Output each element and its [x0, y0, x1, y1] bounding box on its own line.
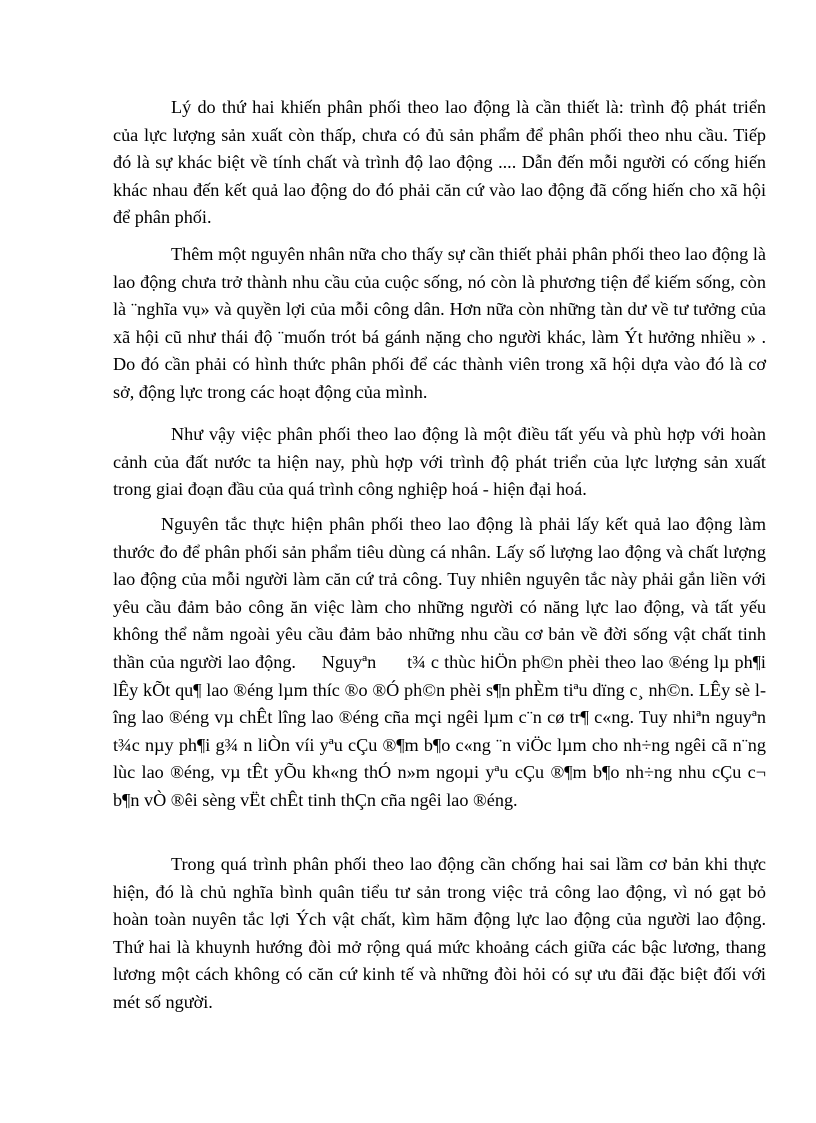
paragraph-principle — [113, 511, 771, 815]
paragraph-text: Trong quá trình phân phối theo lao động cần chống hai sai lầm cơ bản khi thực hiện, đó là chủ nghĩa bình quân tiểu tư sản trong việc trả công lao động, vì nó gạt bỏ hoàn toàn nuyên tắc lợi Ých vật chất, kìm hãm động lực lao động của người lao động. Thứ hai là khuynh hướng đòi mở rộng quá mức khoảng cách giữa các bậc lương, thang lương một cách không có căn cứ kinh tế và những đòi hỏi có sự ưu đãi đặc biệt đối với mét số người. — [113, 854, 771, 1012]
paragraph-text: Như vậy việc phân phối theo lao động là một điều tất yếu và phù hợp với hoàn cảnh của đất nước ta hiện nay, phù hợp với trình độ phát triển của lực lượng sản xuất trong giai đoạn đầu của quá trình công nghiệp hoá - hiện đại hoá. — [113, 424, 771, 500]
paragraph-text: Thêm một nguyên nhân nữa cho thấy sự cần thiết phải phân phối theo lao động là lao động chưa trở thành nhu cầu của cuộc sống, nó còn là phương tiện để kiếm sống, còn là ¨nghĩa vụ» và quyền lợi của mỗi công dân. Hơn nữa còn những tàn dư về tư tưởng của xã hội cũ như thái độ ¨muốn trót bá gánh nặng cho người khác, làm Ýt hưởng nhiều » . Do đó cần phải có hình thức phân phối để các thành viên trong xã hội dựa vào đó là cơ sở, động lực trong các hoạt động của mình. — [113, 244, 771, 402]
paragraph-text: Nguyên tắc thực hiện phân phối theo lao động là phải lấy kết quả lao động làm thước đo để phân phối sản phẩm tiêu dùng cá nhân. Lấy số lượng lao động và chất lượng lao động của mỗi người làm căn cứ trả công. Tuy nhiên nguyên tắc này phải gắn liền với yêu cầu đảm bảo công ăn việc làm cho những người có năng lực lao động, và tất yếu không thể nằm ngoài yêu cầu đảm bảo những nhu cầu cơ bản về đời sống vật chất tinh thần của người lao động. Nguyªn t¾ c thùc hiÖn ph©n phèi theo lao ®éng lµ ph¶i lÊy kÕt qu¶ lao ®éng lµm thíc ®o ®Ó ph©n phèi s¶n phÈm tiªu dïng c¸ nh©n. LÊy sè lîng lao ®éng vµ chÊt lîng lao ®éng cña mçi ngêi lµm c¨n cø tr¶ c«ng. Tuy nhiªn nguyªn t¾c nµy ph¶i g¾ n liÒn víi yªu cÇu ®¶m b¶o c«ng ¨n viÖc lµm cho nh÷ng ngêi cã n¨ng lùc lao ®éng, vµ tÊt yÕu kh«ng thÓ n»m ngoµi yªu cÇu ®¶m b¶o nh÷ng nhu cÇu c¬ b¶n vÒ ®êi sèng vËt chÊt tinh thÇn cña ngêi lao ®éng. — [113, 514, 771, 810]
paragraph-conclusion — [113, 421, 771, 504]
paragraph-two-mistakes — [113, 851, 771, 1017]
paragraph-reason-two — [113, 94, 771, 232]
paragraph-another-reason — [113, 241, 771, 407]
paragraph-text: Lý do thứ hai khiến phân phối theo lao động là cần thiết là: trình độ phát triển của lực lượng sản xuất còn thấp, chưa có đủ sản phẩm để phân phối theo nhu cầu. Tiếp đó là sự khác biệt về tính chất và trình độ lao động .... Dẫn đến mỗi người có cống hiến khác nhau đến kết quả lao động do đó phải căn cứ vào lao động đã cống hiến cho xã hội để phân phối. — [113, 97, 771, 228]
